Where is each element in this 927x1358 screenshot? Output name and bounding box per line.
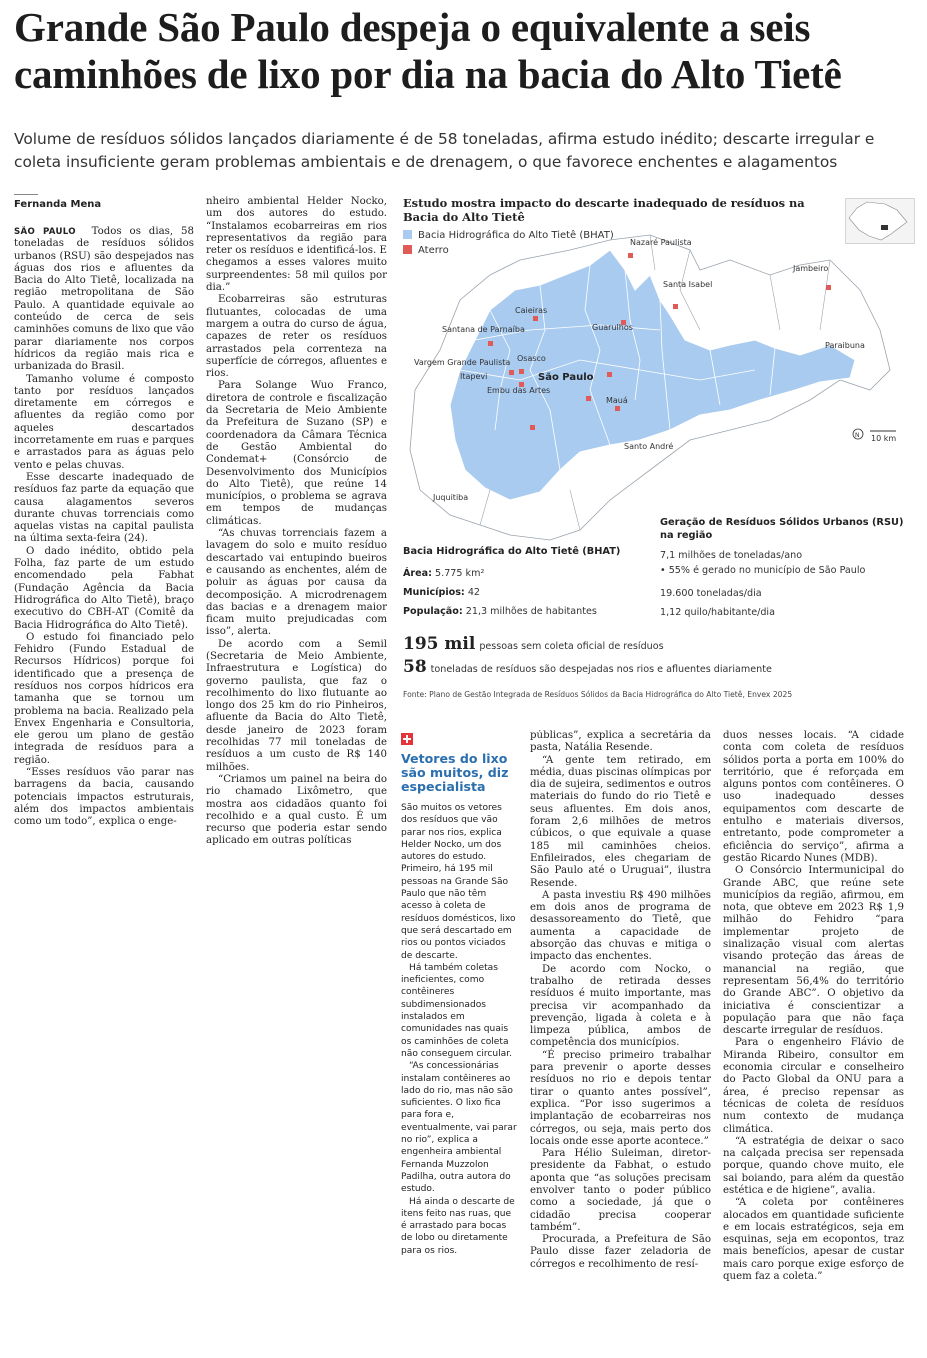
landfill-marker (533, 316, 538, 321)
map-label-jambeiro: Jambeiro (793, 264, 829, 273)
byline-rule (14, 194, 38, 195)
article-paragraph: O Consórcio Intermunicipal do Grande ABC, que reúne sete municípios da região, afirmou, em nota, que obteve em 2023 R$ 1,9 milhão do Fehidro “para implementar projeto de sinalização visual com alertas visando proteção das áreas de manancial na região, que representam 56,4% do território do Grande ABC”. O objetivo da iniciativa é conscientizar a população para que não faça descarte irregular de resíduos. (723, 865, 904, 1037)
landfill-marker (488, 341, 493, 346)
article-paragraph: A pasta investiu R$ 490 milhões em dois anos de programa de desassoreamento do Tietê, que aumenta a capacidade de absorção das chuvas e mitiga o impacto das enchentes. (530, 889, 711, 963)
map-label-caieiras: Caieiras (515, 306, 548, 315)
article-paragraph: Para Solange Wuo Franco, diretora de controle e fiscalização da Secretaria de Meio Ambiente da Prefeitura de Suzano (SP) e coordenadora da Câmara Técnica de Gestão Ambiental do Condemat+ (Consórcio de Desenvolvimento dos Municípios do Alto Tietê), que reúne 14 municípios, o problema se agrava em tempos de mudanças climáticas. (206, 380, 387, 527)
article-paragraph: Tamanho volume é composto tanto por resíduos lançados diretamente em córregos e afluentes da região como por aqueles descartados incorretamente em ruas e parques e arrastados para as águas pelo vento e pelas chuvas. (14, 373, 194, 471)
locator-highlight (881, 225, 888, 230)
map-label-guarulhos: Guarulhos (592, 323, 633, 332)
article-paragraph: Para o engenheiro Flávio de Miranda Ribeiro, consultor em economia circular e conselheiro do Pacto Global da ONU para a área, é preciso repensar as técnicas de coleta de resíduos num contexto de mudança climática. (723, 1037, 904, 1135)
rsu-line: 19.600 toneladas/dia (660, 588, 762, 599)
headline: Grande São Paulo despeja o equivalente a seis caminhões de lixo por dia na bacia do Alto Tietê (14, 4, 842, 97)
map-label-vargem: Vargem Grande Paulista (414, 358, 511, 367)
map-label-embu: Embu das Artes (487, 386, 551, 395)
article-paragraph: Procurada, a Prefeitura de São Paulo disse fazer zeladoria de córregos e recolhimento de resí- (530, 1234, 711, 1270)
legend-landfill: Aterro (403, 245, 449, 256)
article-paragraph: Esse descarte inadequado de resíduos faz parte da equação que causa alagamentos severos durante chuvas torrenciais como aquelas vistas na capital paulista na última sexta-feira (24). (14, 471, 194, 545)
article-paragraph: O dado inédito, obtido pela Folha, faz parte de um estudo encomendado pela Fabhat (Fundação Agência da Bacia Hidrográfica do Alto Tietê), braço executivo do CBH-AT (Comitê da Bacia Hidrográfica do Alto Tietê). (14, 545, 194, 631)
highlight-195mil: 195 mil pessoas sem coleta oficial de resíduos (403, 634, 664, 654)
sidebar-paragraph: “As concessionárias instalam contêineres ao lado do rio, mas não são suficientes. O lixo fica para fora e, eventualmente, vai parar no rio”, explica a engenheira ambiental Fernanda Muzzolon Padilha, outra autora do estudo. (401, 1061, 517, 1195)
article-column-2 (206, 196, 387, 876)
article-paragraph: “A estratégia de deixar o saco na calçada precisa ser repensada porque, quando chove muito, ele sai boiando, para além da questão estética e de higiene”, avalia. (723, 1135, 904, 1196)
article-paragraph: Para Hélio Suleiman, diretor-presidente da Fabhat, o estudo aponta que “as soluções precisam envolver tanto o poder público como a sociedade, já que o cidadão precisa cooperar também”. (530, 1148, 711, 1233)
article-paragraph: nheiro ambiental Helder Nocko, um dos autores do estudo. “Instalamos ecobarreiras em rios representativos da região para reter os resíduos e identificá-los. E chegamos a esses valores muito surpreendentes: 58 mil quilos por dia.” (206, 196, 387, 294)
bhat-populacao: População: 21,3 milhões de habitantes (403, 606, 597, 617)
article-paragraph: “As chuvas torrenciais fazem a lavagem do solo e muito resíduo descartado vai entupindo bueiros e causando as enchentes, além de poluir as águas por causa da decomposição. A microdrenagem das bacias e a drenagem maior ficam muito prejudicadas com isso”, alerta. (206, 528, 387, 638)
article-column-1 (14, 226, 194, 876)
map-label-maua: Mauá (606, 396, 628, 405)
article-paragraph: “É preciso primeiro trabalhar para prevenir o aporte desses resíduos no rio e depois tentar tirar o quanto antes possível”, explica. “Por isso sugerimos a implantação de ecobarreiras nos córregos, ou seja, mais perto dos locais onde esse aporte acontece.” (530, 1049, 711, 1147)
landfill-marker (519, 369, 524, 374)
bhat-area: Área: 5.775 km² (403, 568, 485, 579)
article-paragraph: De acordo com Nocko, o trabalho de retirada desses resíduos é muito importante, mas precisa vir acompanhado da prevenção, ligada à coleta e à limpeza pública, ambos de competência dos municípios. (530, 963, 711, 1049)
article-paragraph: “Criamos um painel na beira do rio chamado Lixômetro, que mostra aos cidadãos quanto foi recolhido e a qual custo. É um recurso que poderia estar sendo aplicado em outras políticas (206, 773, 387, 847)
deck: Volume de resíduos sólidos lançados diariamente é de 58 toneladas, afirma estudo inédito; descarte irregular e coleta insuficiente geram problemas ambientais e de drenagem, o que favorece enchentes e alagamentos (14, 130, 875, 171)
landfill-marker (509, 370, 514, 375)
landfill-marker (615, 406, 620, 411)
map-label-itapevi: Itapevi (460, 372, 488, 381)
dateline: SÃO PAULO (14, 227, 76, 237)
article-paragraph: De acordo com a Semil (Secretaria de Meio Ambiente, Infraestrutura e Logística) do governo paulista, que faz o recolhimento do lixo flutuante ao longo dos 25 km do rio Pinheiros, afluente da Bacia do Alto Tietê, desde janeiro de 2023 foram recolhidas 77 mil toneladas de resíduos a um custo de R$ 140 milhões. (206, 638, 387, 773)
infographic-title: Estudo mostra impacto do descarte inadequado de resíduos na Bacia do Alto Tietê (403, 196, 805, 224)
article-column-4 (530, 730, 711, 1350)
rsu-line: 1,12 quilo/habitante/dia (660, 607, 775, 618)
landfill-marker (607, 372, 612, 377)
bhat-municipios: Municípios: 42 (403, 587, 481, 598)
sidebar-paragraph: São muitos os vetores dos resíduos que vão parar nos rios, explica Helder Nocko, um dos autores do estudo. Primeiro, há 195 mil pessoas na Grande São Paulo que não têm acesso à coleta de resíduos domésticos, lixo que será descartado em rios ou pontos viciados de descarte. (401, 803, 516, 961)
article-column-5 (723, 730, 904, 1350)
rsu-line: 7,1 milhões de toneladas/ano (660, 550, 803, 561)
landfill-marker (530, 425, 535, 430)
byline: Fernanda Mena (14, 199, 102, 210)
map-label-paraibuna: Paraibuna (825, 341, 865, 350)
rsu-title: Geração de Resíduos Sólidos Urbanos (RSU) na região (660, 517, 904, 541)
article-paragraph: Ecobarreiras são estruturas flutuantes, colocadas de uma margem a outra do curso de água, capazes de reter os resíduos arrastados pela correnteza na superfície de córregos, afluentes e rios. (206, 294, 387, 380)
bhat-stats (403, 545, 643, 621)
article-paragraph: SÃO PAULO Todos os dias, 58 toneladas de resíduos sólidos urbanos (RSU) são despejados nas águas dos rios e afluentes da Bacia do Alto Tietê, localizada na região metropolitana de São Paulo. A quantidade equivale ao conteúdo de cerca de seis caminhões comuns de lixo que vão parar diariamente nos corpos hídricos da região mais rica e urbanizada do Brasil. (14, 226, 194, 373)
map-label-osasco: Osasco (517, 354, 546, 363)
scale-label: 10 km (871, 434, 897, 443)
landfill-marker (673, 304, 678, 309)
sidebar-paragraph: Há também coletas ineficientes, como contêineres subdimensionados instalados em comunidades nas quais os caminhões de coleta não conseguem circular. (401, 962, 513, 1059)
article-paragraph: duos nesses locais. “A cidade conta com coleta de resíduos sólidos porta a porta em 100% do território, que é reforçada em alguns pontos com contêineres. O uso inadequado desses equipamentos com descarte de entulho e materiais diversos, entretanto, pode comprometer a eficiência do serviço”, afirma a gestão Ricardo Nunes (MDB). (723, 730, 904, 864)
basin-map (400, 230, 920, 545)
highlight-58: 58 toneladas de resíduos são despejadas nos rios e afluentes diariamente (403, 657, 772, 677)
article-paragraph: “A gente tem retirado, em média, duas piscinas olímpicas por dia de sujeira, sedimentos e outros materiais do fundo do rio Tietê e seus afluentes. Em dois anos, foram 2,6 milhões de metros cúbicos, o que equivale a quase 185 mil caminhões cheios. Enfileirados, eles chegariam de São Paulo até o Uruguai”, ilustra Resende. (530, 754, 711, 889)
landfill-marker (826, 285, 831, 290)
north-label: N (855, 432, 860, 439)
article-paragraph: públicas”, explica a secretária da pasta, Natália Resende. (530, 730, 711, 754)
map-label-nazare: Nazaré Paulista (630, 238, 692, 247)
sidebar-title: Vetores do lixo são muitos, diz especialista (401, 751, 509, 794)
map-label-santo-andre: Santo André (624, 442, 674, 451)
rsu-line: • 55% é gerado no município de São Paulo (660, 565, 866, 576)
landfill-marker (628, 253, 633, 258)
map-label-santa-isabel: Santa Isabel (663, 280, 713, 289)
locator-map (845, 198, 915, 244)
map-label-juquitiba: Juquitiba (433, 493, 469, 502)
article-paragraph: “A coleta por contêineres alocados em quantidade suficiente e em locais estratégicos, seja em esquinas, seja em ecopontos, traz mais benefícios, apesar de custar mais caro porque exige esforço de quem faz a coleta.” (723, 1197, 904, 1283)
map-label-santana: Santana de Parnaíba (442, 325, 525, 334)
map-label-sao-paulo: São Paulo (538, 372, 594, 383)
landfill-marker (586, 396, 591, 401)
rsu-stats (660, 516, 915, 622)
sidebar-body (401, 802, 519, 1257)
sidebar-paragraph: Há ainda o descarte de itens feito nas ruas, que é arrastado para bocas de lobo ou diretamente para os rios. (401, 1196, 515, 1256)
article-paragraph: “Esses resíduos vão parar nas barragens da bacia, causando potenciais impactos estruturais, além dos impactos ambientais como um todo”, explica o enge- (14, 767, 194, 828)
bhat-title: Bacia Hidrográfica do Alto Tietê (BHAT) (403, 546, 621, 557)
legend-basin: Bacia Hidrográfica do Alto Tietê (BHAT) (403, 230, 614, 241)
article-paragraph: O estudo foi financiado pelo Fehidro (Fundo Estadual de Recursos Hídricos) porque foi identificado que a presença de resíduos nos corpos hídricos era tamanha que se tornou um problema na bacia. Realizado pela Envex Engenharia e Consultoria, ele gerou um plano de gestão integrada de resíduos para a região. (14, 631, 194, 766)
infographic-source: Fonte: Plano de Gestão Integrada de Resíduos Sólidos da Bacia Hidrográfica do Alto Tietê, Envex 2025 (403, 690, 793, 699)
swiss-cross-icon (401, 733, 413, 745)
